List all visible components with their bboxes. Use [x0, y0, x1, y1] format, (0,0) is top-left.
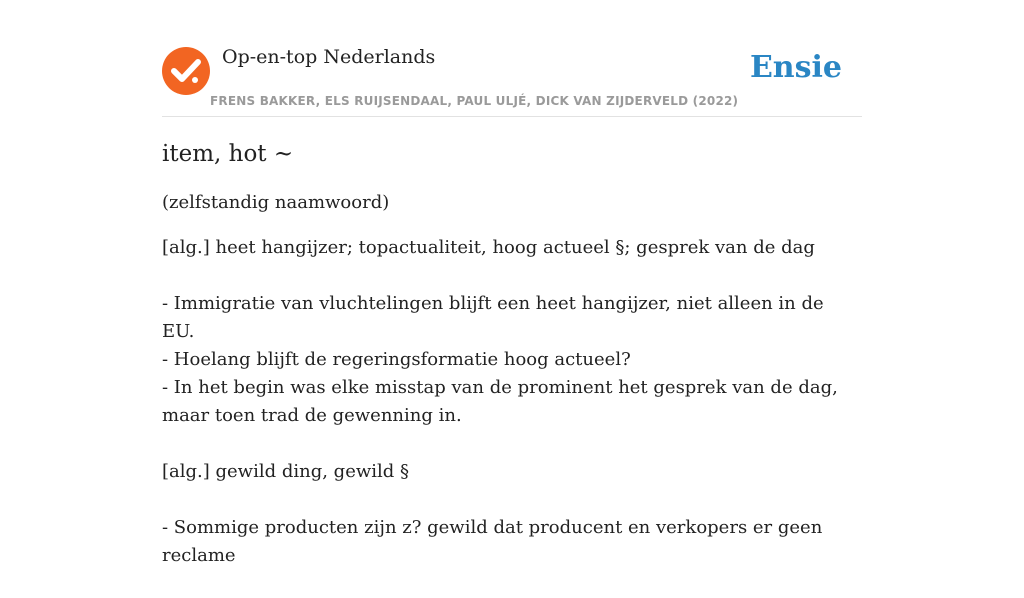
- sense-2-examples: [162, 514, 852, 570]
- headword: item, hot ~: [162, 141, 294, 167]
- example-line: - Immigratie van vluchtelingen blijft een heet hangijzer, niet alleen in de EU.: [162, 293, 824, 342]
- part-of-speech: (zelfstandig naamwoord): [162, 192, 390, 213]
- header: [162, 0, 862, 117]
- example-line: - In het begin was elke misstap van de prominent het gesprek van de dag, maar toen trad de gewenning in.: [162, 377, 838, 426]
- check-badge-icon[interactable]: [162, 47, 210, 95]
- sense-1-definition: [alg.] heet hangijzer; topactualiteit, hoog actueel §; gesprek van de dag: [162, 237, 815, 258]
- book-title[interactable]: Op-en-top Nederlands: [222, 46, 436, 68]
- brand-logo[interactable]: Ensie: [749, 50, 842, 85]
- example-line: - Hoelang blijft de regeringsformatie hoog actueel?: [162, 349, 631, 370]
- example-line: - Sommige producten zijn z? gewild dat producent en verkopers er geen reclame: [162, 517, 823, 566]
- sense-2-definition: [alg.] gewild ding, gewild §: [162, 461, 410, 482]
- entry-content: [162, 138, 852, 598]
- authors: FRENS BAKKER, ELS RUIJSENDAAL, PAUL ULJÉ, DICK VAN ZIJDERVELD (2022): [210, 94, 739, 108]
- sense-1-examples: [162, 290, 852, 430]
